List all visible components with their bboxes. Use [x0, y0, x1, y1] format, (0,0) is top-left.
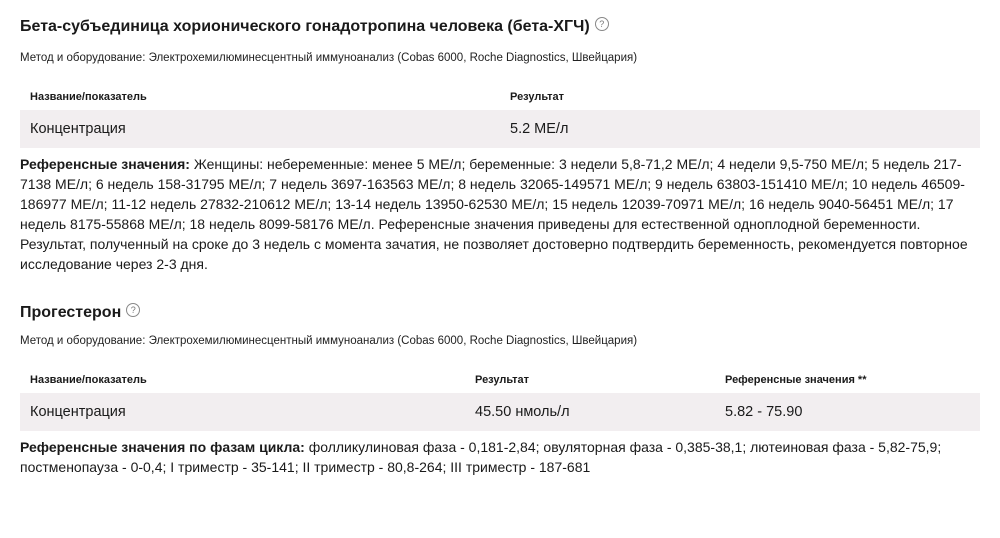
column-header-name: Название/показатель: [30, 374, 147, 386]
progesterone-reference-body: фолликулиновая фаза - 0,181-2,84; овуляторная фаза - 0,385-38,1; лютеиновая фаза - 5,82-75,9; постменопауза - 0-0,4; I триместр - 35-141; II триместр - 80,8-264; III триместр - 187-681: [20, 439, 942, 475]
progesterone-title-text: Прогестерон: [20, 304, 122, 321]
column-header-reference: Референсные значения **: [725, 374, 867, 386]
progesterone-reference-label: Референсные значения по фазам цикла:: [20, 439, 305, 455]
progesterone-table-row: [20, 393, 980, 431]
column-header-name: Название/показатель: [30, 91, 147, 103]
progesterone-row-reference: 5.82 - 75.90: [725, 404, 803, 420]
progesterone-section-title: [20, 303, 140, 323]
hcg-reference-text: [20, 154, 980, 274]
hcg-reference-body: Женщины: небеременные: менее 5 МЕ/л; беременные: 3 недели 5,8-71,2 МЕ/л; 4 недели 9,5-750 МЕ/л; 5 недель 217-7138 МЕ/л; 6 недель 158-31795 МЕ/л; 7 недель 3697-163563 МЕ/л; 8 недель 32065-149571 МЕ/л; 9 недель 63803-151410 МЕ/л; 10 недель 46509-186977 МЕ/л; 11-12 недель 27832-210612 МЕ/л; 13-14 недель 13950-62530 МЕ/л; 15 недель 12039-70971 МЕ/л; 16 недель 9040-56451 МЕ/л; 17 недель 8175-55868 МЕ/л; 18 недель 8099-58176 МЕ/л. Референсные значения приведены для естественной одноплодной беременности. Результат, полученный на сроке до 3 недель с момента зачатия, не позволяет достоверно подтвердить беременность, рекомендуется повторное исследование через 2-3 дня.: [20, 156, 968, 272]
hcg-section-title: [20, 17, 609, 37]
hcg-row-result: 5.2 МЕ/л: [510, 121, 569, 137]
progesterone-reference-text: [20, 437, 980, 477]
hcg-table-header: [20, 90, 980, 104]
help-icon[interactable]: ?: [595, 17, 609, 31]
progesterone-row-result: 45.50 нмоль/л: [475, 404, 570, 420]
hcg-title-text: Бета-субъединица хорионического гонадотропина человека (бета-ХГЧ): [20, 18, 590, 35]
progesterone-method: Метод и оборудование: Электрохемилюминесцентный иммуноанализ (Cobas 6000, Roche Diagnostics, Швейцария): [20, 335, 638, 347]
hcg-method: Метод и оборудование: Электрохемилюминесцентный иммуноанализ (Cobas 6000, Roche Diagnostics, Швейцария): [20, 52, 638, 64]
hcg-reference-label: Референсные значения:: [20, 156, 190, 172]
column-header-result: Результат: [475, 374, 530, 386]
hcg-row-name: Концентрация: [30, 121, 126, 137]
column-header-result: Результат: [510, 91, 565, 103]
progesterone-row-name: Концентрация: [30, 404, 126, 420]
help-icon[interactable]: ?: [126, 303, 140, 317]
hcg-table-row: [20, 110, 980, 148]
progesterone-table-header: [20, 373, 980, 387]
